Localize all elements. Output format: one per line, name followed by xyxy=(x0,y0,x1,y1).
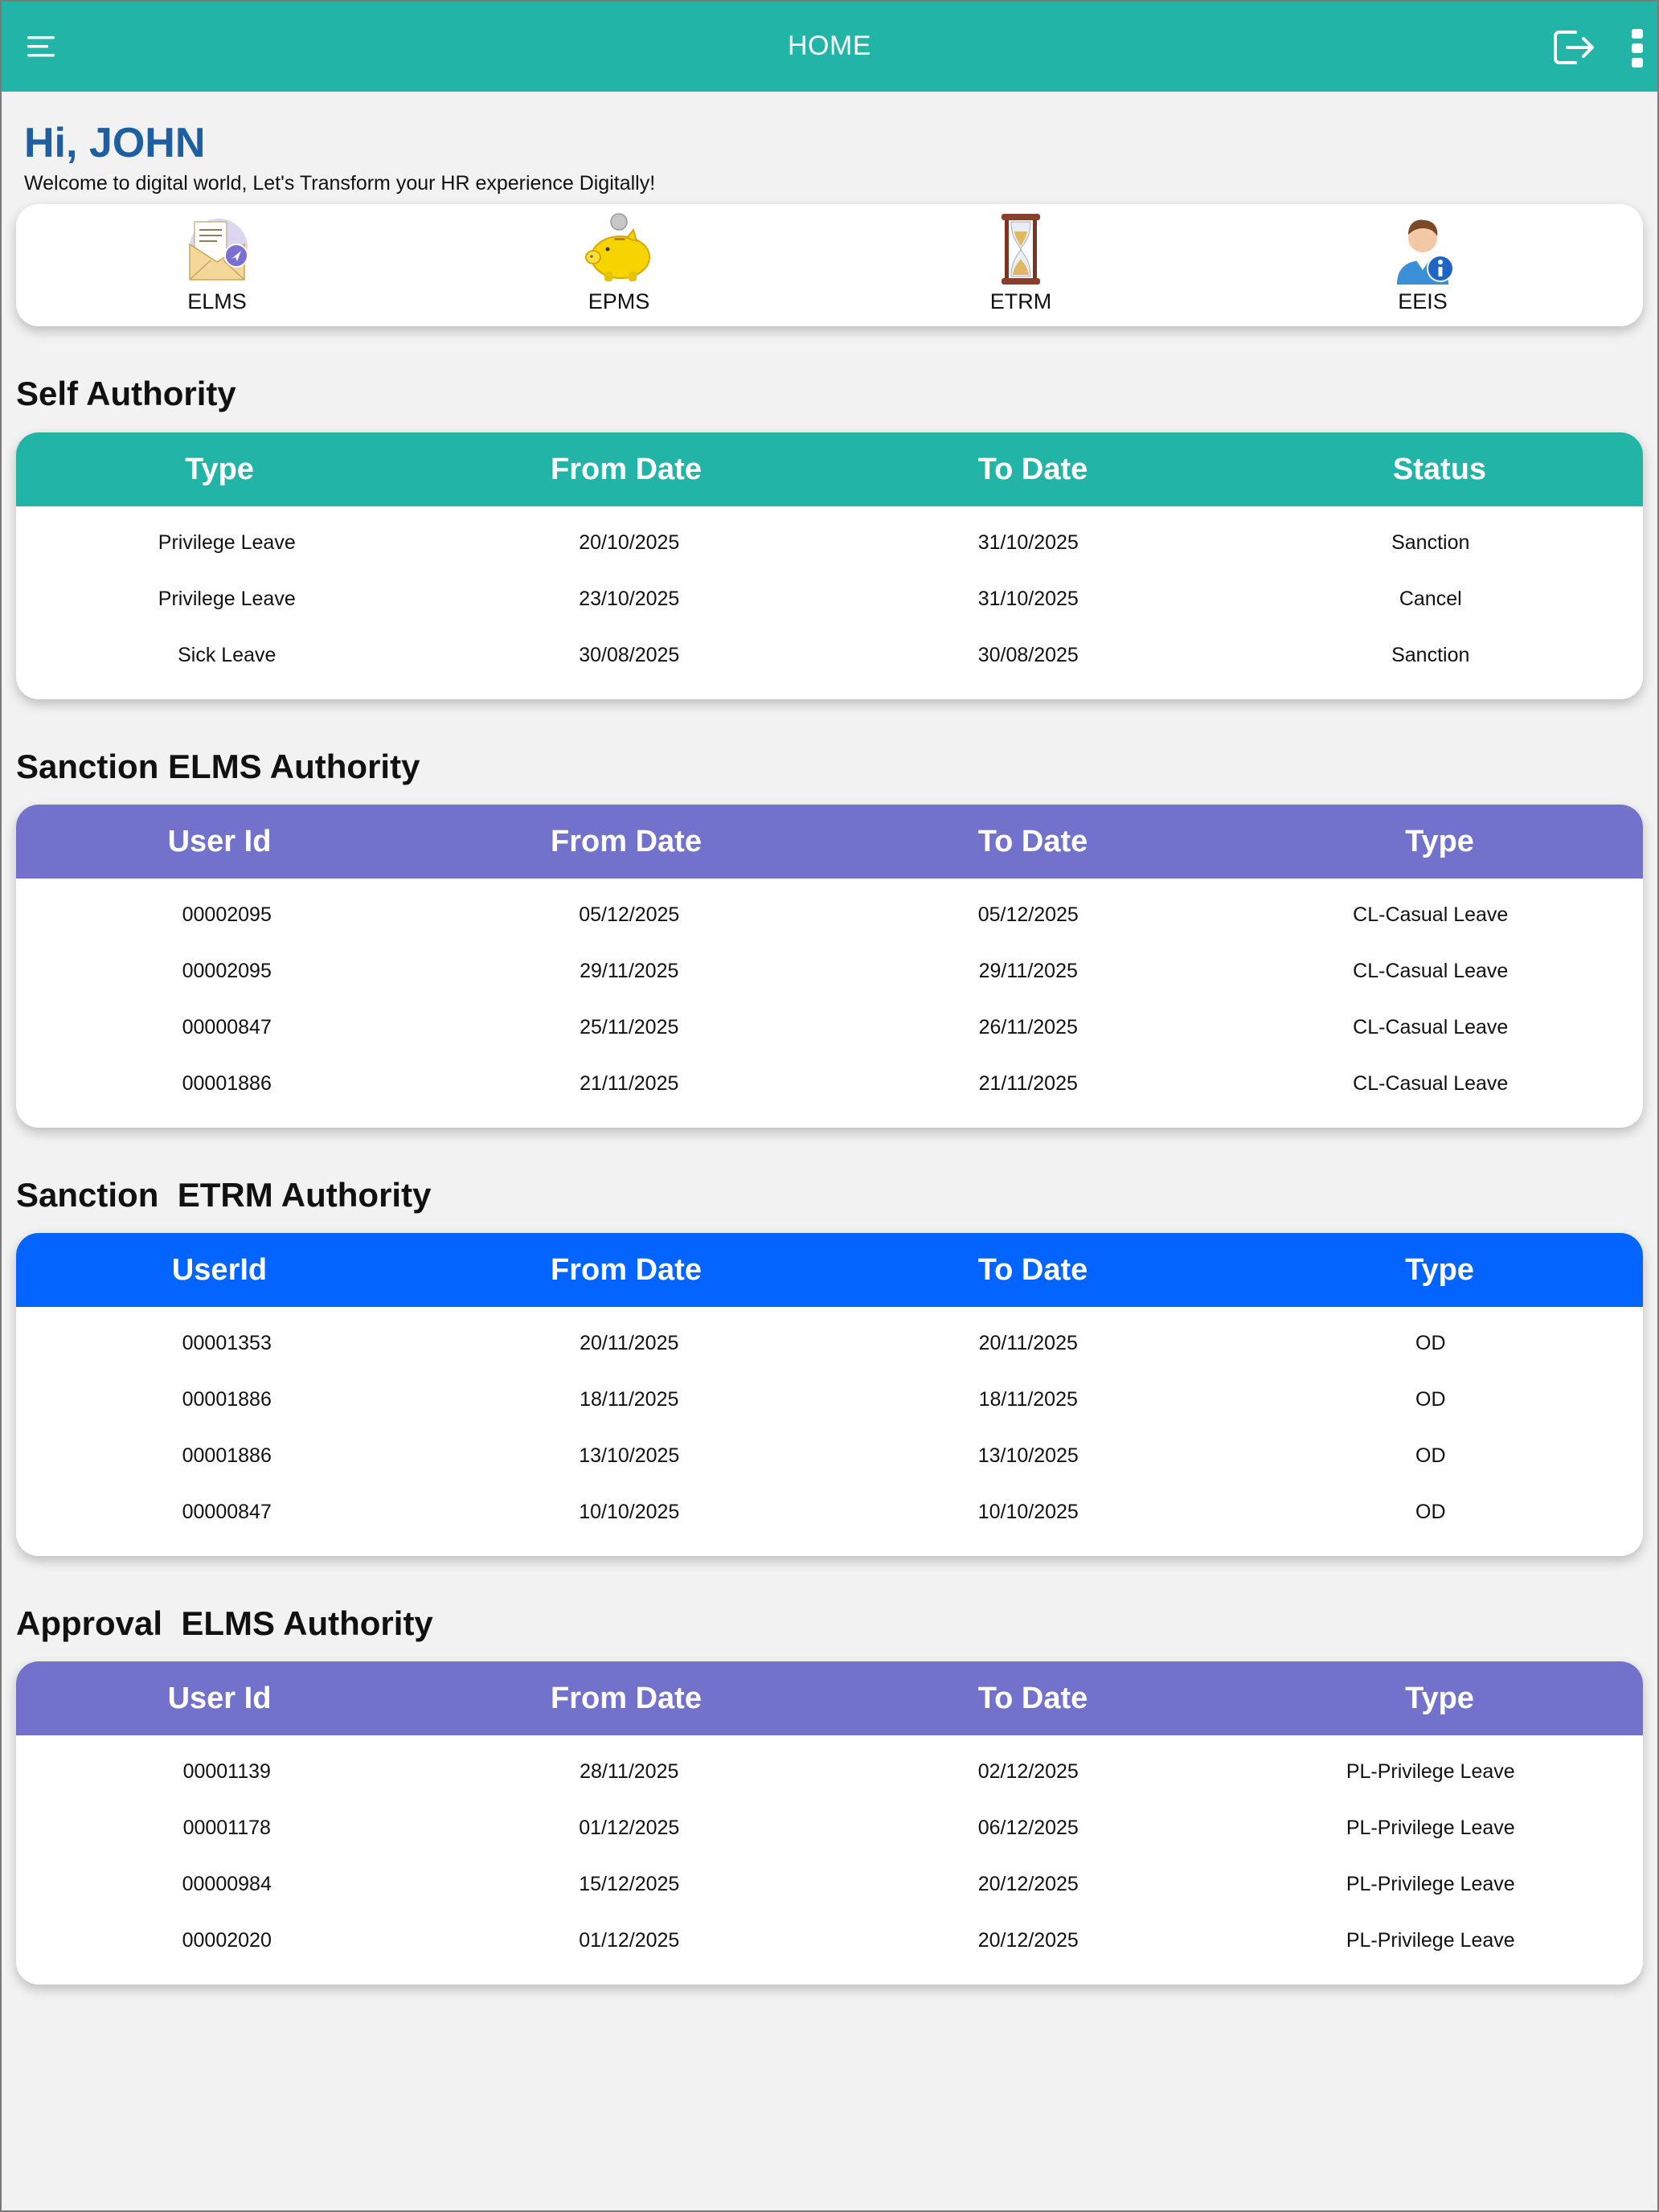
cell-user-id: 00000847 xyxy=(182,1015,272,1038)
table-row[interactable] xyxy=(16,1800,1643,1856)
cell-to-date: 26/11/2025 xyxy=(978,1015,1078,1038)
logout-icon[interactable] xyxy=(1551,27,1598,68)
table-header xyxy=(16,805,1643,879)
cell-type: Sick Leave xyxy=(178,643,276,666)
table-row[interactable] xyxy=(16,887,1643,943)
table-header xyxy=(16,432,1643,506)
table-row[interactable] xyxy=(16,1856,1643,1912)
table-header xyxy=(16,1233,1643,1307)
greeting-name: Hi, JOHN xyxy=(24,120,206,166)
section-title-self-authority: Self Authority xyxy=(16,375,236,412)
cell-type: Privilege Leave xyxy=(158,587,296,610)
welcome-text: Welcome to digital world, Let's Transform your HR experience Digitally! xyxy=(24,172,656,195)
top-app-bar xyxy=(0,0,1659,92)
module-label: ELMS xyxy=(187,289,247,313)
cell-from-date: 01/12/2025 xyxy=(579,1928,680,1952)
table-row[interactable] xyxy=(16,1484,1643,1540)
section-title-sanction-elms: Sanction ELMS Authority xyxy=(16,748,420,785)
cell-user-id: 00001178 xyxy=(182,1816,271,1839)
cell-type: CL-Casual Leave xyxy=(1353,903,1509,926)
table-header xyxy=(16,1661,1643,1735)
cell-to-date: 13/10/2025 xyxy=(977,1444,1079,1467)
module-etrm[interactable] xyxy=(940,211,1101,323)
cell-from-date: 23/10/2025 xyxy=(579,587,680,610)
cell-type: PL-Privilege Leave xyxy=(1346,1928,1515,1952)
cell-user-id: 00002095 xyxy=(182,959,272,982)
page-title: HOME xyxy=(788,30,871,61)
sanction-elms-table xyxy=(16,805,1643,1128)
cell-from-date: 13/10/2025 xyxy=(579,1444,680,1467)
module-eeis[interactable] xyxy=(1342,211,1503,323)
cell-from-date: 10/10/2025 xyxy=(579,1500,680,1523)
column-header: From Date xyxy=(551,452,702,486)
cell-user-id: 00001886 xyxy=(182,1444,272,1467)
column-header: UserId xyxy=(171,1252,268,1287)
cell-user-id: 00002020 xyxy=(182,1928,272,1952)
table-row[interactable] xyxy=(16,1055,1643,1112)
cell-to-date: 18/11/2025 xyxy=(978,1387,1078,1411)
cell-status: Cancel xyxy=(1399,587,1462,610)
cell-from-date: 20/10/2025 xyxy=(579,530,680,554)
cell-from-date: 05/12/2025 xyxy=(579,903,680,926)
cell-type: OD xyxy=(1415,1387,1446,1411)
table-row[interactable] xyxy=(16,999,1643,1055)
column-header: From Date xyxy=(551,1681,702,1715)
cell-type: Privilege Leave xyxy=(158,530,296,554)
column-header: From Date xyxy=(551,824,702,858)
column-header: To Date xyxy=(977,1252,1088,1287)
cell-to-date: 30/08/2025 xyxy=(977,643,1079,666)
table-row[interactable] xyxy=(16,1315,1643,1371)
cell-from-date: 15/12/2025 xyxy=(579,1872,680,1895)
module-label: ETRM xyxy=(989,289,1052,313)
column-header: Type xyxy=(1405,1252,1474,1287)
cell-user-id: 00001886 xyxy=(182,1387,272,1411)
greeting xyxy=(24,119,655,195)
column-header: From Date xyxy=(551,1252,702,1287)
cell-from-date: 29/11/2025 xyxy=(580,959,679,982)
cell-from-date: 20/11/2025 xyxy=(580,1331,679,1354)
cell-from-date: 01/12/2025 xyxy=(579,1816,680,1839)
more-vertical-icon[interactable] xyxy=(1627,26,1648,71)
cell-from-date: 21/11/2025 xyxy=(580,1071,679,1095)
column-header: To Date xyxy=(977,1681,1088,1715)
column-header: To Date xyxy=(977,452,1088,486)
cell-from-date: 28/11/2025 xyxy=(580,1759,679,1783)
cell-type: CL-Casual Leave xyxy=(1353,1071,1509,1095)
column-header: User Id xyxy=(167,824,272,858)
cell-status: Sanction xyxy=(1391,643,1470,666)
cell-to-date: 20/12/2025 xyxy=(977,1928,1079,1952)
cell-to-date: 20/11/2025 xyxy=(978,1331,1078,1354)
cell-to-date: 29/11/2025 xyxy=(978,959,1078,982)
column-header: Type xyxy=(1405,1681,1474,1715)
piggy-bank-icon xyxy=(580,211,657,288)
mail-icon xyxy=(178,211,256,288)
cell-type: CL-Casual Leave xyxy=(1353,959,1509,982)
cell-to-date: 20/12/2025 xyxy=(977,1872,1079,1895)
table-row[interactable] xyxy=(16,514,1643,571)
hourglass-icon xyxy=(982,211,1059,288)
section-title-approval-elms: Approval ELMS Authority xyxy=(16,1604,433,1642)
cell-type: OD xyxy=(1415,1444,1446,1467)
cell-type: OD xyxy=(1415,1500,1446,1523)
cell-type: CL-Casual Leave xyxy=(1353,1015,1509,1038)
cell-user-id: 00002095 xyxy=(182,903,272,926)
cell-user-id: 00000847 xyxy=(182,1500,272,1523)
column-header: To Date xyxy=(977,824,1088,858)
column-header: Type xyxy=(185,452,254,486)
cell-user-id: 00001139 xyxy=(182,1759,271,1783)
cell-type: PL-Privilege Leave xyxy=(1346,1816,1515,1839)
section-title-sanction-etrm: Sanction ETRM Authority xyxy=(16,1176,432,1214)
cell-user-id: 00001886 xyxy=(182,1071,272,1095)
cell-from-date: 18/11/2025 xyxy=(580,1387,679,1411)
module-label: EEIS xyxy=(1398,289,1448,313)
table-row[interactable] xyxy=(16,627,1643,683)
column-header: Type xyxy=(1405,824,1474,858)
cell-to-date: 31/10/2025 xyxy=(977,587,1079,610)
module-epms[interactable] xyxy=(539,211,699,323)
module-label: EPMS xyxy=(588,289,650,313)
cell-to-date: 21/11/2025 xyxy=(978,1071,1078,1095)
module-shortcuts xyxy=(16,204,1643,326)
cell-type: OD xyxy=(1415,1331,1446,1354)
cell-type: PL-Privilege Leave xyxy=(1346,1759,1515,1783)
cell-to-date: 31/10/2025 xyxy=(977,530,1079,554)
cell-from-date: 25/11/2025 xyxy=(580,1015,679,1038)
table-row[interactable] xyxy=(16,1743,1643,1800)
self-authority-table xyxy=(16,432,1643,699)
cell-to-date: 05/12/2025 xyxy=(977,903,1079,926)
cell-to-date: 06/12/2025 xyxy=(977,1816,1079,1839)
cell-to-date: 02/12/2025 xyxy=(977,1759,1079,1783)
table-row[interactable] xyxy=(16,1428,1643,1484)
table-row[interactable] xyxy=(16,571,1643,627)
column-header: Status xyxy=(1392,452,1487,486)
user-info-icon xyxy=(1384,211,1461,288)
cell-type: PL-Privilege Leave xyxy=(1346,1872,1515,1895)
module-elms[interactable] xyxy=(137,211,297,323)
cell-status: Sanction xyxy=(1391,530,1470,554)
cell-user-id: 00000984 xyxy=(182,1872,272,1895)
column-header: User Id xyxy=(167,1681,272,1715)
menu-icon[interactable] xyxy=(23,31,61,63)
cell-to-date: 10/10/2025 xyxy=(977,1500,1079,1523)
approval-elms-table xyxy=(16,1661,1643,1985)
table-row[interactable] xyxy=(16,1912,1643,1968)
table-row[interactable] xyxy=(16,1371,1643,1428)
cell-user-id: 00001353 xyxy=(182,1331,272,1354)
table-row[interactable] xyxy=(16,943,1643,999)
sanction-etrm-table xyxy=(16,1233,1643,1556)
cell-from-date: 30/08/2025 xyxy=(579,643,680,666)
